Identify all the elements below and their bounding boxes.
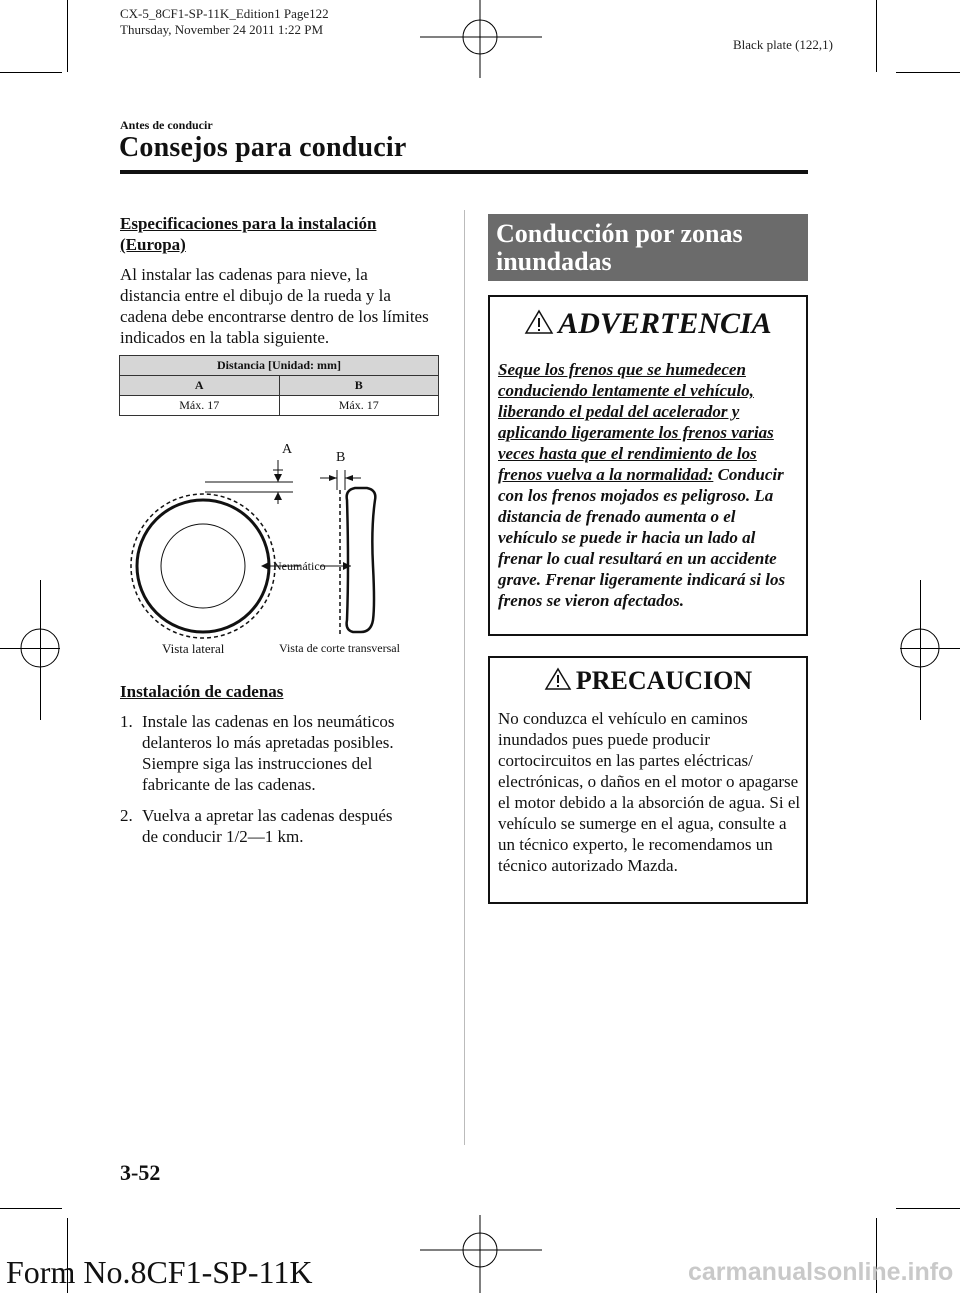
figure-caption-section: Vista de corte transversal xyxy=(279,641,400,655)
warning-triangle-icon xyxy=(524,309,554,335)
chain-outer-circle xyxy=(131,494,275,638)
warning-underlined-text: Seque los frenos que se humedecen conduciendo lentamente el vehículo, liberando el pedal del acelerador y aplicando ligeramente los frenos varias veces hasta que el rendimiento de los frenos vuelva a la normalidad: xyxy=(498,360,774,484)
caution-text: No conduzca el vehículo en caminos inundados pues puede producir cortocircuitos en las partes eléctricas/ electrónicas, o daños en el motor o apagarse el motor debido a la absorción de agua. Si el vehículo se sumerge en el agua, consulte a un técnico experto, le recomendamos un técnico autorizado Mazda. xyxy=(498,709,801,875)
caution-triangle-icon xyxy=(544,667,572,691)
section-label: Antes de conducir xyxy=(120,118,213,132)
page-title: Consejos para conducir xyxy=(119,132,407,163)
table-col-a: A xyxy=(120,376,280,396)
spec-intro: Al instalar las cadenas para nieve, la distancia entre el dibujo de la rueda y la cadena debe encontrarse dentro de los límites indicados en la tabla siguiente. xyxy=(120,265,429,347)
warning-box xyxy=(488,295,808,636)
figure-label-tire: Neumático xyxy=(273,559,326,573)
warning-title: ADVERTENCIA xyxy=(558,307,772,340)
figure-caption-side: Vista lateral xyxy=(162,641,225,656)
tire-chain-figure xyxy=(115,440,445,670)
table-val-a: Máx. 17 xyxy=(120,396,280,416)
table-col-b: B xyxy=(279,376,439,396)
install-steps xyxy=(120,711,440,847)
title-rule xyxy=(120,170,808,174)
step-number: 1. xyxy=(120,712,133,731)
section-heading-flooded: Conducción por zonas inundadas xyxy=(488,214,808,281)
watermark: carmanualsonline.info xyxy=(688,1258,954,1286)
list-item xyxy=(120,711,440,795)
spec-table xyxy=(119,355,439,416)
file-info-line2: Thursday, November 24 2011 1:22 PM xyxy=(120,22,324,37)
page-number: 3-52 xyxy=(120,1160,161,1185)
spec-heading: Especificaciones para la instalación (Europa) xyxy=(120,214,377,254)
rim-circle xyxy=(161,524,245,608)
step-text: Vuelva a apretar las cadenas después de conducir 1/2―1 km. xyxy=(142,806,393,846)
warning-rest-text: Conducir con los frenos mojados es peligroso. La distancia de frenado aumenta o el vehículo se puede ir hacia un lado al frenar lo cual resultará en un accidente grave. Frenar ligeramente indicará si los frenos se vieron afectados. xyxy=(498,465,786,610)
step-number: 2. xyxy=(120,806,133,825)
table-val-b: Máx. 17 xyxy=(279,396,439,416)
install-heading: Instalación de cadenas xyxy=(120,682,284,701)
figure-label-b: B xyxy=(336,450,346,465)
list-item xyxy=(120,805,440,847)
table-caption: Distancia [Unidad: mm] xyxy=(120,356,439,376)
tire-circle xyxy=(137,500,269,632)
file-info-line1: CX-5_8CF1-SP-11K_Edition1 Page122 xyxy=(120,6,329,21)
caution-box xyxy=(488,656,808,904)
plate-label: Black plate (122,1) xyxy=(733,37,833,52)
column-divider xyxy=(464,210,465,1145)
step-text: Instale las cadenas en los neumáticos delanteros lo más apretadas posibles. Siempre siga las instrucciones del fabricante de las cadenas. xyxy=(142,712,395,794)
caution-title: PRECAUCION xyxy=(575,666,753,695)
tire-section-shape xyxy=(347,488,376,632)
figure-label-a: A xyxy=(282,442,293,457)
form-number: Form No.8CF1-SP-11K xyxy=(6,1254,313,1290)
warning-body xyxy=(498,359,796,611)
